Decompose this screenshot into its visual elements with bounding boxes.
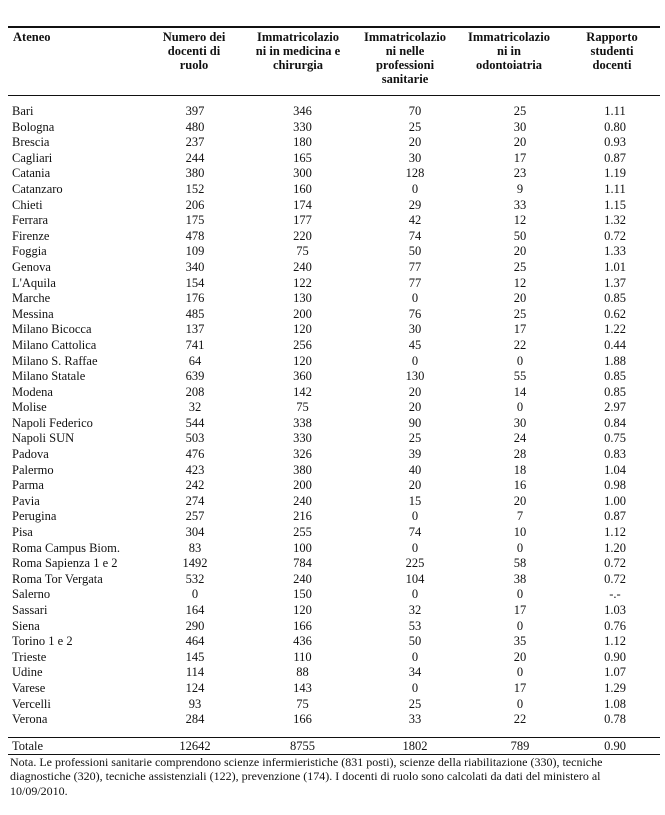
cell-professioni: 0 <box>411 353 419 368</box>
cell-professioni: 50 <box>408 244 422 259</box>
table-row <box>8 166 660 182</box>
cell-rapporto: 0.76 <box>604 618 626 633</box>
table-row <box>8 338 660 354</box>
cell-ateneo: Genova <box>12 259 51 274</box>
cell-professioni: 20 <box>408 400 422 415</box>
cell-ateneo: Siena <box>12 618 40 633</box>
cell-docenti: 137 <box>185 322 205 337</box>
cell-docenti: 284 <box>185 712 205 727</box>
table-row <box>8 478 660 494</box>
total-odontoiatria: 789 <box>510 739 530 753</box>
cell-docenti: 639 <box>185 369 205 384</box>
cell-odontoiatria: 14 <box>513 384 527 399</box>
cell-medicina: 160 <box>293 181 312 196</box>
header-rapporto: Rapporto studenti docenti <box>586 30 638 72</box>
cell-odontoiatria: 7 <box>516 509 524 524</box>
cell-rapporto: 1.11 <box>604 181 626 196</box>
cell-odontoiatria: 22 <box>513 712 527 727</box>
cell-professioni: 0 <box>411 587 419 602</box>
header-rule <box>8 95 660 96</box>
cell-docenti: 274 <box>185 493 205 508</box>
cell-professioni: 30 <box>408 322 422 337</box>
cell-professioni: 20 <box>408 384 422 399</box>
cell-ateneo: Roma Tor Vergata <box>12 571 103 586</box>
cell-ateneo: Marche <box>12 291 51 306</box>
cell-ateneo: Pisa <box>12 525 33 540</box>
cell-ateneo: Brescia <box>12 135 50 150</box>
cell-docenti: 0 <box>191 587 199 602</box>
cell-rapporto: 1.03 <box>604 603 626 617</box>
cell-rapporto: 1.08 <box>604 696 626 711</box>
cell-rapporto: 0.90 <box>604 649 626 664</box>
cell-medicina: 240 <box>293 493 312 508</box>
cell-professioni: 128 <box>405 166 425 181</box>
cell-odontoiatria: 12 <box>513 213 527 228</box>
cell-odontoiatria: 0 <box>516 696 524 711</box>
table-row <box>8 322 660 338</box>
cell-docenti: 503 <box>185 431 205 446</box>
cell-odontoiatria: 25 <box>513 104 527 118</box>
cell-ateneo: Sassari <box>12 603 48 617</box>
table-row <box>8 229 660 245</box>
cell-odontoiatria: 0 <box>516 400 524 415</box>
cell-odontoiatria: 20 <box>513 291 527 306</box>
cell-docenti: 64 <box>188 353 202 368</box>
cell-docenti: 114 <box>185 665 205 680</box>
cell-ateneo: Napoli SUN <box>12 431 75 446</box>
cell-professioni: 29 <box>408 197 422 212</box>
cell-rapporto: 1.32 <box>604 213 626 228</box>
cell-odontoiatria: 20 <box>513 649 527 664</box>
cell-rapporto: 1.04 <box>604 462 626 477</box>
cell-medicina: 122 <box>293 275 312 290</box>
cell-odontoiatria: 58 <box>513 556 527 571</box>
cell-professioni: 20 <box>408 135 422 150</box>
cell-medicina: 200 <box>293 306 312 321</box>
cell-medicina: 75 <box>296 696 309 711</box>
cell-odontoiatria: 0 <box>516 540 524 555</box>
cell-rapporto: 0.87 <box>604 150 626 165</box>
cell-odontoiatria: 30 <box>513 415 527 430</box>
cell-ateneo: Milano S. Raffae <box>12 353 98 368</box>
table-row <box>8 431 660 447</box>
table-row <box>8 463 660 479</box>
cell-ateneo: Cagliari <box>12 150 53 165</box>
table-row <box>8 369 660 385</box>
cell-rapporto: 0.85 <box>604 384 626 399</box>
cell-ateneo: Pavia <box>12 493 40 508</box>
cell-docenti: 478 <box>185 228 205 243</box>
cell-ateneo: Modena <box>12 384 53 399</box>
total-rapporto: 0.90 <box>604 739 626 753</box>
cell-docenti: 304 <box>185 525 205 540</box>
cell-odontoiatria: 33 <box>513 197 527 212</box>
total-professioni: 1802 <box>402 739 428 753</box>
table-note: Nota. Le professioni sanitarie comprendono scienze infermieristiche (831 posti), scienze della riabilitazione (330), tecniche diagnostiche (320), tecniche assistenziali (122), prevenzione (174). I docenti di ruolo sono calcolati da dati del ministero al 10/09/2010. <box>10 755 603 798</box>
cell-odontoiatria: 25 <box>513 259 527 274</box>
cell-rapporto: 0.72 <box>604 556 626 571</box>
cell-rapporto: -.- <box>609 587 621 602</box>
cell-odontoiatria: 18 <box>513 462 527 477</box>
cell-odontoiatria: 20 <box>513 493 527 508</box>
header-medicina: Immatricolazio ni in medicina e chirurgia <box>255 30 341 72</box>
table-row <box>8 603 660 619</box>
cell-professioni: 25 <box>408 696 422 711</box>
table-row <box>8 135 660 151</box>
cell-ateneo: Milano Bicocca <box>12 322 92 337</box>
cell-odontoiatria: 17 <box>513 322 527 337</box>
table-row <box>8 587 660 603</box>
table-row <box>8 619 660 635</box>
cell-rapporto: 1.12 <box>604 634 626 649</box>
cell-professioni: 45 <box>408 337 422 352</box>
cell-docenti: 154 <box>185 275 205 290</box>
table-row <box>8 276 660 292</box>
cell-medicina: 255 <box>293 525 312 540</box>
cell-odontoiatria: 0 <box>516 353 524 368</box>
cell-docenti: 176 <box>185 291 205 306</box>
cell-medicina: 130 <box>293 291 312 306</box>
table-row <box>8 213 660 229</box>
table-row <box>8 541 660 557</box>
table-row <box>8 244 660 260</box>
cell-rapporto: 1.12 <box>604 525 626 540</box>
cell-odontoiatria: 0 <box>516 665 524 680</box>
cell-professioni: 25 <box>408 431 422 446</box>
cell-ateneo: Vercelli <box>12 696 51 711</box>
table-row <box>8 494 660 510</box>
cell-rapporto: 0.75 <box>604 431 626 446</box>
table-row <box>8 151 660 167</box>
cell-odontoiatria: 55 <box>513 369 527 384</box>
cell-ateneo: Molise <box>12 400 47 415</box>
table-row <box>8 712 660 728</box>
table-row <box>8 307 660 323</box>
cell-professioni: 20 <box>408 478 422 493</box>
cell-docenti: 109 <box>185 244 205 259</box>
cell-professioni: 0 <box>411 181 419 196</box>
table-row <box>8 665 660 681</box>
header-odontoiatria: Immatricolazio ni in odontoiatria <box>468 30 550 72</box>
cell-odontoiatria: 0 <box>516 587 524 602</box>
cell-medicina: 177 <box>293 213 312 228</box>
table-row <box>8 634 660 650</box>
cell-docenti: 290 <box>185 618 205 633</box>
cell-docenti: 208 <box>185 384 205 399</box>
cell-odontoiatria: 17 <box>513 680 527 695</box>
cell-medicina: 330 <box>293 119 312 134</box>
cell-professioni: 0 <box>411 540 419 555</box>
cell-ateneo: Udine <box>12 665 43 680</box>
cell-odontoiatria: 23 <box>513 166 527 181</box>
cell-odontoiatria: 30 <box>513 119 527 134</box>
cell-medicina: 150 <box>293 587 312 602</box>
cell-rapporto: 1.19 <box>604 166 626 181</box>
table-row <box>8 400 660 416</box>
cell-ateneo: L'Aquila <box>12 275 56 290</box>
table-row <box>8 509 660 525</box>
cell-rapporto: 1.88 <box>604 353 626 368</box>
cell-rapporto: 0.72 <box>604 571 626 586</box>
cell-professioni: 70 <box>408 104 422 118</box>
cell-professioni: 77 <box>408 275 422 290</box>
cell-rapporto: 0.62 <box>604 306 626 321</box>
cell-ateneo: Messina <box>12 306 54 321</box>
cell-ateneo: Ferrara <box>12 213 49 228</box>
table-row <box>8 572 660 588</box>
cell-professioni: 74 <box>408 228 422 243</box>
cell-ateneo: Salerno <box>12 587 51 602</box>
cell-medicina: 100 <box>293 540 312 555</box>
cell-docenti: 237 <box>185 135 205 150</box>
cell-odontoiatria: 16 <box>513 478 527 493</box>
cell-medicina: 75 <box>296 400 309 415</box>
cell-rapporto: 0.93 <box>604 135 626 150</box>
cell-medicina: 784 <box>293 556 312 571</box>
cell-ateneo: Padova <box>12 447 49 462</box>
cell-rapporto: 0.80 <box>604 119 626 134</box>
cell-odontoiatria: 9 <box>516 181 524 196</box>
header-ateneo: Ateneo <box>13 30 51 44</box>
table-row <box>8 198 660 214</box>
top-rule <box>8 26 660 28</box>
header-docenti: Numero dei docenti di ruolo <box>162 30 226 72</box>
cell-ateneo: Catania <box>12 166 51 181</box>
cell-medicina: 142 <box>293 384 312 399</box>
cell-professioni: 50 <box>408 634 422 649</box>
cell-medicina: 166 <box>293 712 312 727</box>
cell-medicina: 216 <box>293 509 312 524</box>
cell-docenti: 124 <box>185 680 205 695</box>
cell-medicina: 346 <box>293 104 312 118</box>
table-row <box>8 681 660 697</box>
cell-rapporto: 1.29 <box>604 680 626 695</box>
cell-rapporto: 0.72 <box>604 228 626 243</box>
cell-ateneo: Milano Cattolica <box>12 337 97 352</box>
cell-medicina: 436 <box>293 634 312 649</box>
cell-medicina: 240 <box>293 259 312 274</box>
cell-professioni: 25 <box>408 119 422 134</box>
table-row <box>8 447 660 463</box>
cell-rapporto: 1.33 <box>604 244 626 259</box>
cell-docenti: 93 <box>188 696 202 711</box>
total-label: Totale <box>12 739 44 753</box>
cell-professioni: 53 <box>408 618 422 633</box>
cell-rapporto: 0.98 <box>604 478 626 493</box>
cell-professioni: 32 <box>408 603 422 617</box>
cell-professioni: 0 <box>411 509 419 524</box>
cell-rapporto: 1.01 <box>604 259 626 274</box>
cell-medicina: 330 <box>293 431 312 446</box>
cell-docenti: 423 <box>185 462 205 477</box>
cell-odontoiatria: 50 <box>513 228 527 243</box>
cell-rapporto: 0.85 <box>604 369 626 384</box>
cell-medicina: 143 <box>293 680 312 695</box>
cell-odontoiatria: 35 <box>513 634 527 649</box>
cell-docenti: 257 <box>185 509 205 524</box>
table-row <box>8 697 660 713</box>
cell-medicina: 300 <box>293 166 312 181</box>
cell-ateneo: Bari <box>12 104 34 118</box>
total-medicina: 8755 <box>290 739 315 753</box>
cell-rapporto: 2.97 <box>604 400 626 415</box>
cell-ateneo: Foggia <box>12 244 47 259</box>
cell-medicina: 165 <box>293 150 312 165</box>
cell-medicina: 110 <box>293 649 312 664</box>
cell-rapporto: 1.22 <box>604 322 626 337</box>
cell-medicina: 166 <box>293 618 312 633</box>
table-row <box>8 182 660 198</box>
cell-odontoiatria: 28 <box>513 447 527 462</box>
cell-ateneo: Perugina <box>12 509 57 524</box>
cell-ateneo: Varese <box>12 680 46 695</box>
total-docenti: 12642 <box>179 739 211 753</box>
cell-professioni: 39 <box>408 447 422 462</box>
cell-rapporto: 1.15 <box>604 197 626 212</box>
cell-docenti: 244 <box>185 150 205 165</box>
cell-ateneo: Chieti <box>12 197 43 212</box>
cell-ateneo: Milano Statale <box>12 369 86 384</box>
table-row <box>8 120 660 136</box>
cell-professioni: 77 <box>408 259 422 274</box>
cell-ateneo: Trieste <box>12 649 47 664</box>
cell-docenti: 485 <box>185 306 205 321</box>
cell-professioni: 33 <box>408 712 422 727</box>
cell-professioni: 30 <box>408 150 422 165</box>
table-row <box>8 385 660 401</box>
cell-docenti: 544 <box>185 415 205 430</box>
cell-rapporto: 1.00 <box>604 493 626 508</box>
cell-rapporto: 0.84 <box>604 415 626 430</box>
cell-ateneo: Roma Sapienza 1 e 2 <box>12 556 118 571</box>
cell-professioni: 76 <box>408 306 422 321</box>
cell-rapporto: 0.44 <box>604 337 626 352</box>
cell-professioni: 74 <box>408 525 422 540</box>
cell-ateneo: Firenze <box>12 228 50 243</box>
cell-professioni: 104 <box>405 571 425 586</box>
cell-docenti: 476 <box>185 447 205 462</box>
cell-odontoiatria: 20 <box>513 244 527 259</box>
cell-professioni: 0 <box>411 291 419 306</box>
table-row <box>8 291 660 307</box>
cell-professioni: 225 <box>405 556 425 571</box>
cell-docenti: 32 <box>188 400 202 415</box>
cell-medicina: 240 <box>293 571 312 586</box>
cell-medicina: 120 <box>293 603 312 617</box>
cell-odontoiatria: 10 <box>513 525 527 540</box>
cell-ateneo: Napoli Federico <box>12 415 93 430</box>
cell-medicina: 174 <box>293 197 312 212</box>
cell-medicina: 380 <box>293 462 312 477</box>
cell-docenti: 242 <box>185 478 205 493</box>
cell-odontoiatria: 12 <box>513 275 527 290</box>
table-row <box>8 556 660 572</box>
cell-rapporto: 1.11 <box>604 104 626 118</box>
cell-docenti: 464 <box>185 634 205 649</box>
cell-docenti: 164 <box>185 603 205 617</box>
cell-odontoiatria: 0 <box>516 618 524 633</box>
table-row <box>8 354 660 370</box>
cell-professioni: 0 <box>411 680 419 695</box>
header-professioni: Immatricolazio ni nelle professioni sanitarie <box>364 30 446 86</box>
cell-medicina: 75 <box>296 244 309 259</box>
cell-docenti: 152 <box>185 181 205 196</box>
cell-docenti: 1492 <box>182 556 208 571</box>
cell-medicina: 120 <box>293 322 312 337</box>
cell-professioni: 34 <box>408 665 422 680</box>
table-row <box>8 650 660 666</box>
cell-odontoiatria: 38 <box>513 571 527 586</box>
cell-professioni: 40 <box>408 462 422 477</box>
cell-odontoiatria: 25 <box>513 306 527 321</box>
cell-medicina: 360 <box>293 369 312 384</box>
cell-rapporto: 0.78 <box>604 712 626 727</box>
table-row <box>8 260 660 276</box>
cell-rapporto: 0.83 <box>604 447 626 462</box>
cell-rapporto: 0.85 <box>604 291 626 306</box>
cell-docenti: 145 <box>185 649 205 664</box>
cell-medicina: 88 <box>296 665 309 680</box>
cell-docenti: 532 <box>185 571 205 586</box>
cell-ateneo: Palermo <box>12 462 54 477</box>
cell-ateneo: Verona <box>12 712 48 727</box>
cell-ateneo: Bologna <box>12 119 55 134</box>
table-row <box>8 525 660 541</box>
cell-rapporto: 0.87 <box>604 509 626 524</box>
table-row <box>8 104 660 120</box>
cell-professioni: 15 <box>408 493 422 508</box>
cell-docenti: 340 <box>185 259 205 274</box>
cell-professioni: 42 <box>408 213 422 228</box>
cell-docenti: 83 <box>188 540 202 555</box>
cell-rapporto: 1.07 <box>604 665 626 680</box>
cell-professioni: 130 <box>405 369 425 384</box>
cell-rapporto: 1.20 <box>604 540 626 555</box>
table-row <box>8 416 660 432</box>
cell-odontoiatria: 17 <box>513 150 527 165</box>
cell-medicina: 180 <box>293 135 312 150</box>
cell-medicina: 326 <box>293 447 312 462</box>
cell-odontoiatria: 20 <box>513 135 527 150</box>
cell-odontoiatria: 24 <box>513 431 527 446</box>
cell-ateneo: Parma <box>12 478 44 493</box>
cell-ateneo: Torino 1 e 2 <box>12 634 73 649</box>
cell-medicina: 338 <box>293 415 312 430</box>
cell-docenti: 175 <box>185 213 205 228</box>
cell-odontoiatria: 17 <box>513 603 527 617</box>
cell-docenti: 480 <box>185 119 205 134</box>
cell-rapporto: 1.37 <box>604 275 626 290</box>
data-table <box>8 104 660 728</box>
cell-ateneo: Catanzaro <box>12 181 63 196</box>
cell-medicina: 256 <box>293 337 312 352</box>
cell-docenti: 206 <box>185 197 205 212</box>
cell-docenti: 380 <box>185 166 205 181</box>
cell-professioni: 90 <box>408 415 422 430</box>
cell-medicina: 200 <box>293 478 312 493</box>
cell-ateneo: Roma Campus Biom. <box>12 540 120 555</box>
total-row <box>8 738 660 754</box>
cell-medicina: 220 <box>293 228 312 243</box>
cell-docenti: 397 <box>185 104 205 118</box>
cell-docenti: 741 <box>185 337 205 352</box>
cell-medicina: 120 <box>293 353 312 368</box>
cell-professioni: 0 <box>411 649 419 664</box>
cell-odontoiatria: 22 <box>513 337 527 352</box>
